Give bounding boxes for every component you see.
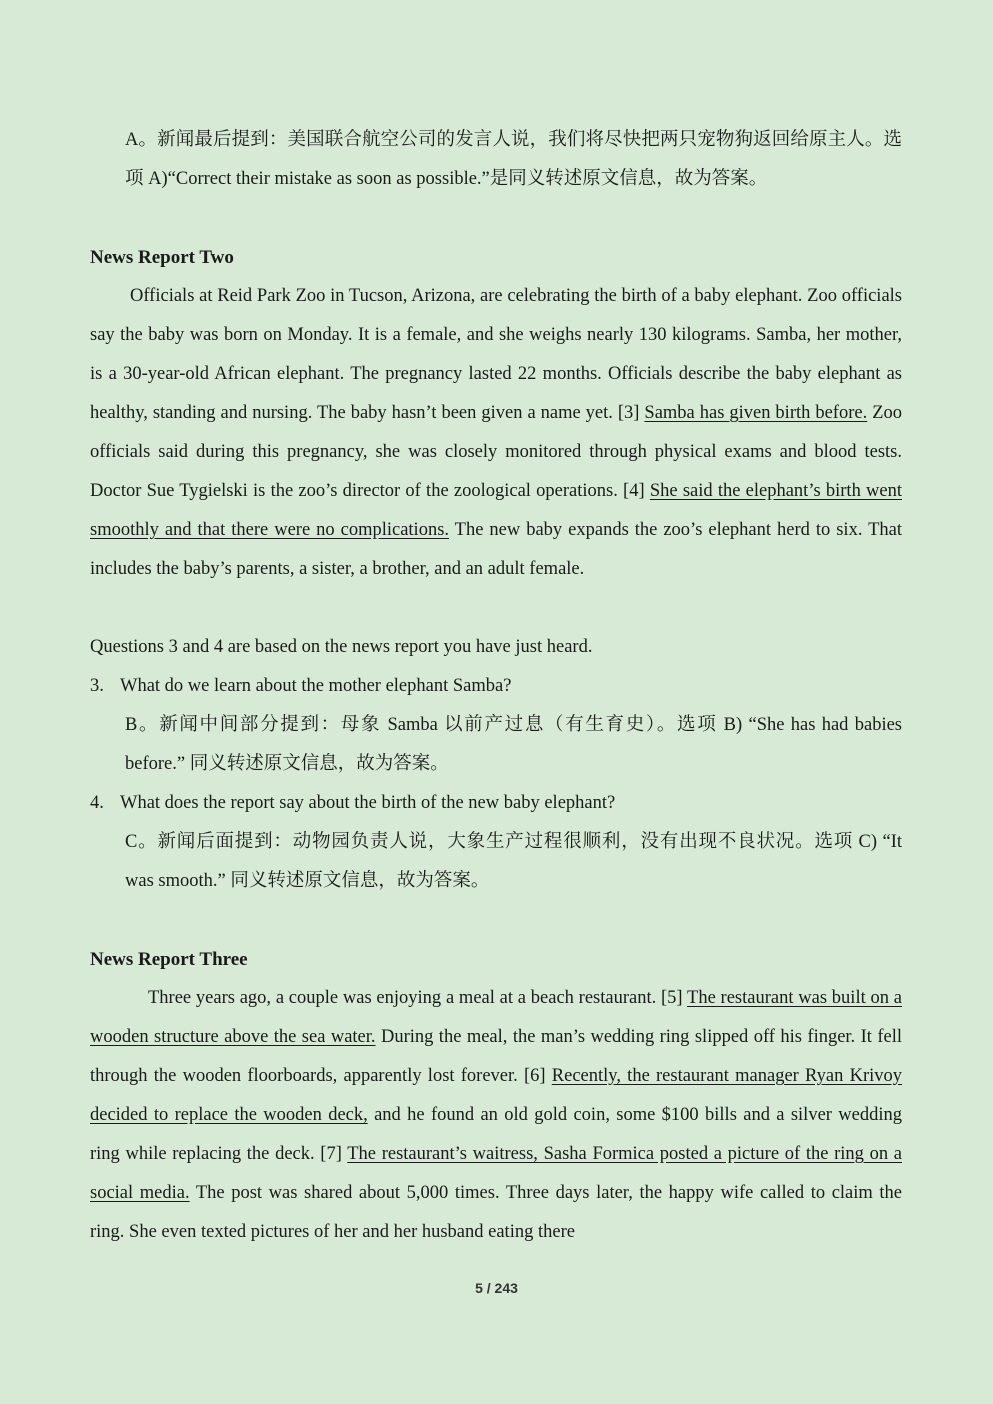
question-4-answer: C。新闻后面提到：动物园负责人说，大象生产过程很顺利，没有出现不良状况。选项 C) “It was smooth.” 同义转述原文信息，故为答案。: [125, 832, 902, 891]
report-two-heading: News Report Two: [90, 247, 234, 268]
question-3: [90, 667, 511, 706]
intro-answer-text: A。新闻最后提到：美国联合航空公司的发言人说，我们将尽快把两只宠物狗返回给原主人。选项 A)“Correct their mistake as soon as possible.”是同义转述原文信息，故为答案。: [125, 130, 902, 189]
report-two-transcript: Officials at Reid Park Zoo in Tucson, Arizona, are celebrating the birth of a baby elephant. Zoo officials say the baby was born on Monday. It is a female, and she weighs nearly 130 kilograms. Samba, her mother, is a 30-year-old African elephant. The pregnancy lasted 22 months. Officials describe the baby elephant as healthy, standing and nursing. The baby hasn’t been given a name yet. [3] Samba has given birth before. Zoo officials said during this pregnancy, she was closely monitored through physical exams and blood tests. Doctor Sue Tygielski is the zoo’s director of the zoological operations. [4] She said the elephant’s birth went smoothly and that there were no complications. The new baby expands the zoo’s elephant herd to six. That includes the baby’s parents, a sister, a brother, and an adult female.: [90, 286, 902, 579]
answer-underline-7: The restaurant’s waitress, Sasha Formica posted a picture of the ring on a social media.: [90, 1144, 902, 1203]
question-4-number: 4.: [90, 793, 104, 813]
answer-underline-6: Recently, the restaurant manager Ryan Krivoy decided to replace the wooden deck,: [90, 1066, 902, 1125]
question-4-text: What does the report say about the birth of the new baby elephant?: [120, 793, 616, 813]
question-3-answer: B。新闻中间部分提到：母象 Samba 以前产过息（有生育史）。选项 B) “She has had babies before.” 同义转述原文信息，故为答案。: [125, 715, 902, 774]
intro-answer: [125, 121, 902, 199]
page-indicator: 5 / 243: [475, 1280, 518, 1296]
questions-intro: Questions 3 and 4 are based on the news report you have just heard.: [90, 637, 593, 657]
report-three-transcript: Three years ago, a couple was enjoying a meal at a beach restaurant. [5] The restaurant was built on a wooden structure above the sea water. During the meal, the man’s wedding ring slipped off his finger. It fell through the wooden floorboards, apparently lost forever. [6] Recently, the restaurant manager Ryan Krivoy decided to replace the wooden deck, and he found an old gold coin, some $100 bills and a silver wedding ring while replacing the deck. [7] The restaurant’s waitress, Sasha Formica posted a picture of the ring on a social media. The post was shared about 5,000 times. Three days later, the happy wife called to claim the ring. She even texted pictures of her and her husband eating there: [90, 988, 903, 1242]
question-4: [90, 784, 615, 823]
report-three-heading: News Report Three: [90, 949, 248, 970]
answer-underline-3: Samba has given birth before.: [644, 403, 868, 423]
question-3-number: 3.: [90, 676, 104, 696]
answer-underline-4: She said the elephant’s birth went smoothly and that there were no complications.: [90, 481, 902, 540]
question-3-text: What do we learn about the mother elephant Samba?: [120, 676, 512, 696]
answer-underline-5: The restaurant was built on a wooden structure above the sea water.: [90, 988, 902, 1047]
